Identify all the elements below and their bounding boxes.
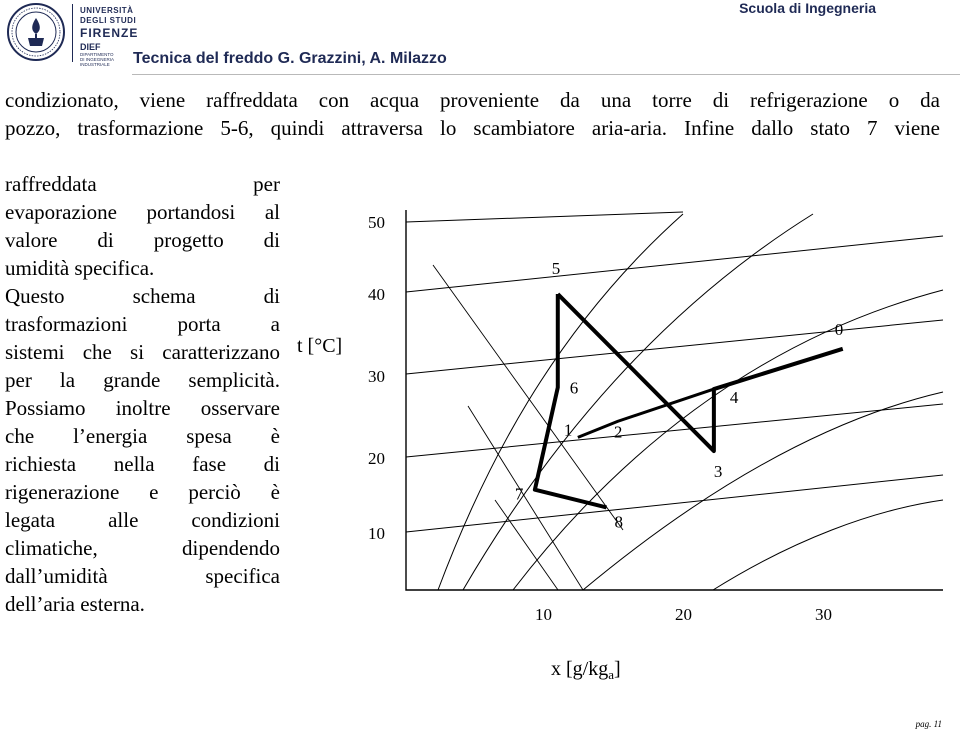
- department-line2: DI INGEGNERIA: [80, 57, 115, 62]
- y-axis-label: t [°C]: [297, 335, 343, 357]
- school-name: Scuola di Ingegneria: [739, 0, 876, 16]
- x-tick-label: 10: [535, 605, 552, 624]
- y-tick-label: 20: [368, 449, 385, 468]
- process-line: [535, 294, 607, 507]
- x-tick-label: 30: [815, 605, 832, 624]
- department-line1: DIPARTIMENTO: [80, 52, 114, 57]
- side-line: trasformazioni porta a: [5, 312, 280, 336]
- point-label: 7: [514, 484, 524, 504]
- side-line: dall’umidità specifica: [5, 564, 280, 588]
- y-tick-label: 30: [368, 367, 385, 386]
- side-line: per la grande semplicità.: [5, 368, 280, 392]
- side-line: umidità specifica.: [5, 256, 155, 280]
- university-line1: UNIVERSITÀ: [80, 6, 134, 15]
- y-tick-label: 40: [368, 285, 385, 304]
- point-label: 5: [551, 259, 561, 279]
- process-paths: [535, 294, 843, 507]
- x-tick-label: 20: [675, 605, 692, 624]
- point-label: 6: [569, 378, 579, 398]
- department-acronym: DIEF: [80, 42, 101, 52]
- side-line: Possiamo inoltre osservare: [5, 396, 280, 420]
- side-line: che l’energia spesa è: [5, 424, 280, 448]
- side-line: sistemi che si caratterizzano: [5, 340, 280, 364]
- university-name: [80, 6, 138, 40]
- side-paragraph: [5, 170, 280, 618]
- body-line-1: condizionato, viene raffreddata con acqua proveniente da una torre di refrigerazione o da: [5, 88, 940, 112]
- x-axis-label: x $[g/kg_a]$: [551, 658, 621, 682]
- y-tick-label: 10: [368, 524, 385, 543]
- header-rule: [132, 74, 960, 75]
- point-label: 8: [614, 512, 623, 532]
- side-line: valore di progetto di: [5, 228, 280, 252]
- humidity-curves: [438, 214, 943, 590]
- point-label: 3: [713, 462, 723, 482]
- enthalpy-lines: [433, 265, 623, 590]
- department-line3: INDUSTRIALE: [80, 62, 110, 67]
- psychrometric-chart: [283, 170, 960, 690]
- point-label: 1: [563, 420, 573, 440]
- point-label: 0: [834, 319, 844, 339]
- side-line: dell’aria esterna.: [5, 592, 145, 616]
- university-line3: FIRENZE: [80, 26, 139, 40]
- side-line: legata alle condizioni: [5, 508, 280, 532]
- university-seal-logo: [6, 2, 66, 62]
- body-line-2: pozzo, trasformazione 5-6, quindi attraversa lo scambiatore aria-aria. Infine dallo stato 7 viene: [5, 116, 940, 140]
- department-logo: [80, 42, 114, 67]
- side-line: climatiche, dipendendo: [5, 536, 280, 560]
- point-label: 2: [613, 422, 623, 442]
- university-line2: DEGLI STUDI: [80, 16, 137, 25]
- y-tick-label: 50: [368, 213, 385, 232]
- side-line: richiesta nella fase di: [5, 452, 280, 476]
- header-divider: [72, 4, 73, 62]
- side-line: Questo schema di: [5, 284, 280, 308]
- side-line: raffreddata per: [5, 172, 280, 196]
- isotherm-lines: [406, 212, 943, 532]
- chart-frame: [406, 210, 943, 590]
- point-label: 4: [729, 388, 739, 408]
- side-line: evaporazione portandosi al: [5, 200, 280, 224]
- course-title: Tecnica del freddo G. Grazzini, A. Milazzo: [133, 50, 447, 67]
- side-line: rigenerazione e perciò è: [5, 480, 280, 504]
- page-header: [0, 0, 960, 70]
- page-number: pag. 11: [915, 719, 942, 729]
